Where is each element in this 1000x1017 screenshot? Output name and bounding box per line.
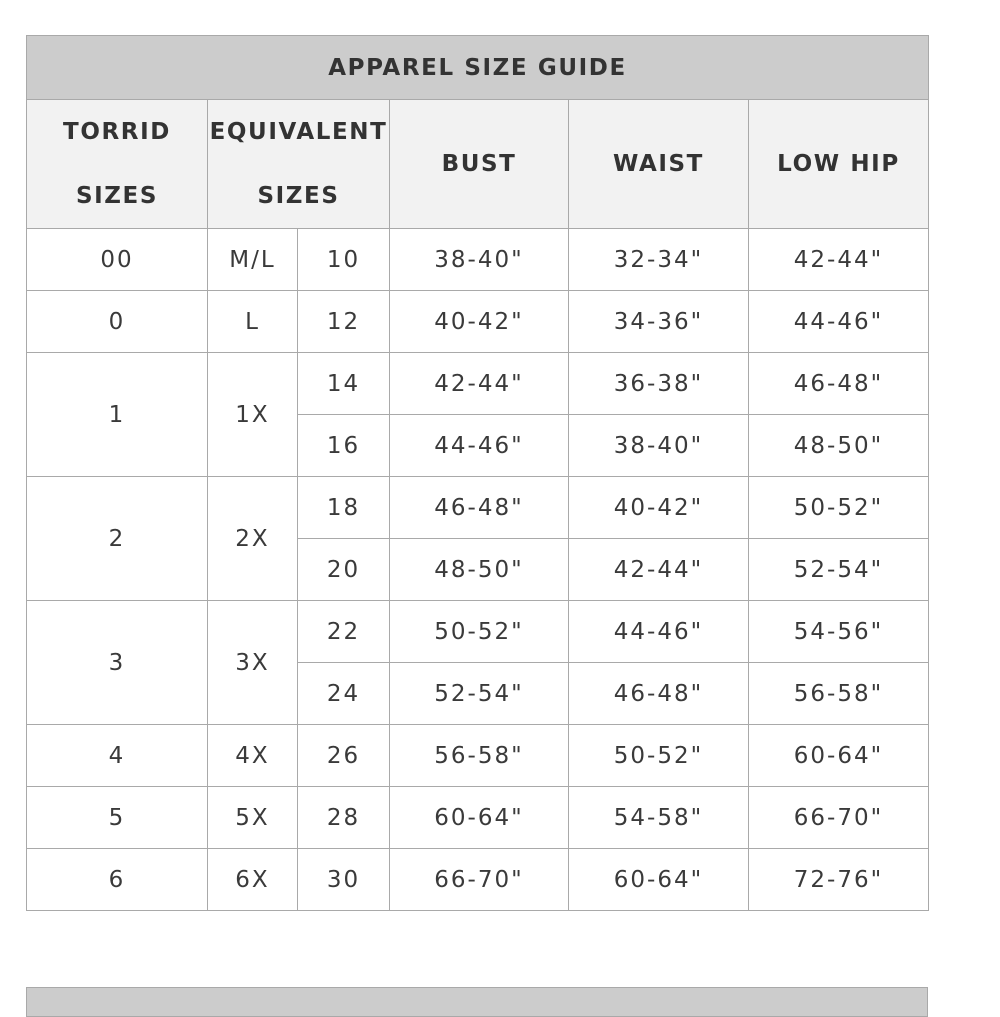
- header-waist: WAIST: [569, 100, 749, 229]
- equivalent-numeric-cell: 12: [298, 291, 390, 353]
- torrid-size-cell: 00: [27, 229, 208, 291]
- torrid-size-cell: 6: [27, 849, 208, 911]
- equivalent-numeric-cell: 10: [298, 229, 390, 291]
- waist-cell: 32-34": [569, 229, 749, 291]
- bust-cell: 50-52": [390, 601, 569, 663]
- torrid-size-cell: 0: [27, 291, 208, 353]
- low-hip-cell: 54-56": [749, 601, 929, 663]
- waist-cell: 54-58": [569, 787, 749, 849]
- table-row: [27, 229, 929, 291]
- waist-cell: 42-44": [569, 539, 749, 601]
- torrid-size-cell: 5: [27, 787, 208, 849]
- waist-cell: 50-52": [569, 725, 749, 787]
- equivalent-letter-cell: 4X: [208, 725, 298, 787]
- equivalent-letter-cell: 3X: [208, 601, 298, 725]
- low-hip-cell: 44-46": [749, 291, 929, 353]
- equivalent-numeric-cell: 14: [298, 353, 390, 415]
- bust-cell: 46-48": [390, 477, 569, 539]
- table-row: [27, 353, 929, 415]
- low-hip-cell: 42-44": [749, 229, 929, 291]
- bust-cell: 40-42": [390, 291, 569, 353]
- equivalent-letter-cell: 1X: [208, 353, 298, 477]
- table-row: [27, 787, 929, 849]
- table-row: [27, 291, 929, 353]
- low-hip-cell: 46-48": [749, 353, 929, 415]
- equivalent-numeric-cell: 22: [298, 601, 390, 663]
- waist-cell: 44-46": [569, 601, 749, 663]
- bust-cell: 66-70": [390, 849, 569, 911]
- header-bust: BUST: [390, 100, 569, 229]
- bust-cell: 52-54": [390, 663, 569, 725]
- equivalent-numeric-cell: 16: [298, 415, 390, 477]
- next-table-header: [26, 987, 928, 1017]
- low-hip-cell: 48-50": [749, 415, 929, 477]
- bust-cell: 48-50": [390, 539, 569, 601]
- bust-cell: 38-40": [390, 229, 569, 291]
- low-hip-cell: 52-54": [749, 539, 929, 601]
- torrid-size-cell: 1: [27, 353, 208, 477]
- header-equivalent-sizes: [208, 100, 390, 229]
- low-hip-cell: 66-70": [749, 787, 929, 849]
- low-hip-cell: 60-64": [749, 725, 929, 787]
- header-torrid-sizes: [27, 100, 208, 229]
- table-row: [27, 601, 929, 663]
- equivalent-letter-cell: 6X: [208, 849, 298, 911]
- waist-cell: 38-40": [569, 415, 749, 477]
- title-row: [27, 36, 929, 100]
- equivalent-numeric-cell: 28: [298, 787, 390, 849]
- equivalent-numeric-cell: 30: [298, 849, 390, 911]
- table-row: [27, 849, 929, 911]
- header-equivalent-line1: EQUIVALENT: [209, 119, 388, 145]
- equivalent-letter-cell: M/L: [208, 229, 298, 291]
- header-row: [27, 100, 929, 229]
- table-row: [27, 477, 929, 539]
- header-low-hip: LOW HIP: [749, 100, 929, 229]
- waist-cell: 60-64": [569, 849, 749, 911]
- equivalent-numeric-cell: 26: [298, 725, 390, 787]
- torrid-size-cell: 3: [27, 601, 208, 725]
- equivalent-numeric-cell: 24: [298, 663, 390, 725]
- waist-cell: 40-42": [569, 477, 749, 539]
- equivalent-numeric-cell: 18: [298, 477, 390, 539]
- header-torrid-line2: SIZES: [75, 183, 159, 209]
- torrid-size-cell: 2: [27, 477, 208, 601]
- table-title: APPAREL SIZE GUIDE: [27, 36, 929, 100]
- equivalent-letter-cell: L: [208, 291, 298, 353]
- equivalent-numeric-cell: 20: [298, 539, 390, 601]
- bust-cell: 56-58": [390, 725, 569, 787]
- header-torrid-line1: TORRID: [63, 119, 171, 145]
- header-equivalent-line2: SIZES: [257, 183, 340, 209]
- low-hip-cell: 50-52": [749, 477, 929, 539]
- bust-cell: 42-44": [390, 353, 569, 415]
- table-row: [27, 725, 929, 787]
- bust-cell: 60-64": [390, 787, 569, 849]
- waist-cell: 36-38": [569, 353, 749, 415]
- equivalent-letter-cell: 2X: [208, 477, 298, 601]
- torrid-size-cell: 4: [27, 725, 208, 787]
- waist-cell: 34-36": [569, 291, 749, 353]
- waist-cell: 46-48": [569, 663, 749, 725]
- apparel-size-guide-table: [26, 35, 929, 911]
- equivalent-letter-cell: 5X: [208, 787, 298, 849]
- low-hip-cell: 56-58": [749, 663, 929, 725]
- low-hip-cell: 72-76": [749, 849, 929, 911]
- bust-cell: 44-46": [390, 415, 569, 477]
